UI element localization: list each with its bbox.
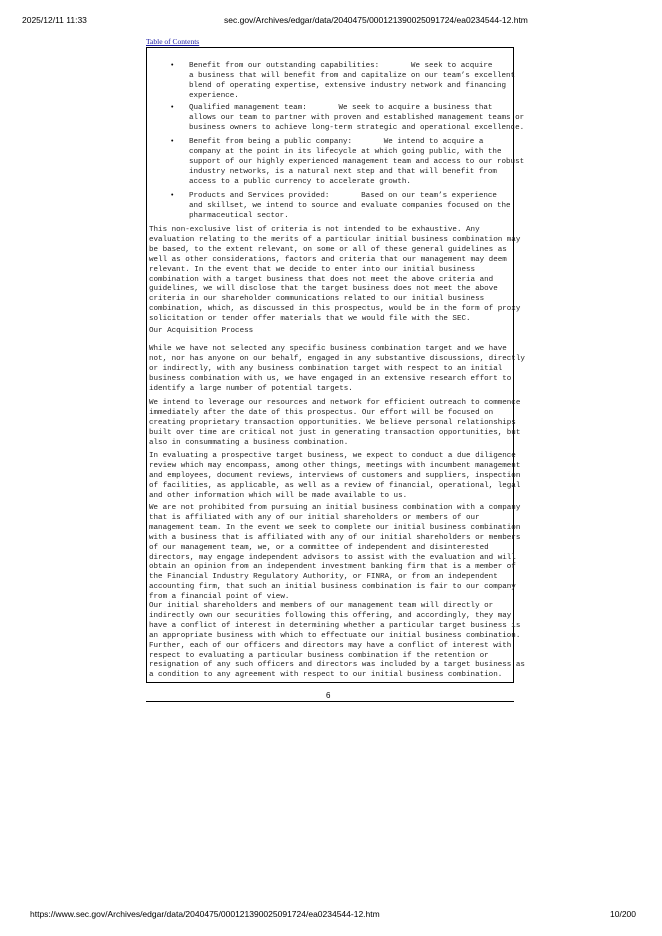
paragraph: While we have not selected any specific business combination target and we have not, nor has anyone on our behalf, engaged in any substantive discussions, directly or indirectly, with any business combination target with respect to an initial business combination with us, we have engaged in an extensive research effort to identify a large number of potential targets. [149, 345, 525, 393]
page-divider [146, 701, 514, 702]
paragraph: We are not prohibited from pursuing an initial business combination with a company that is affiliated with any of our initial shareholders or members of our management team. In the event we seek to complete our initial business combination with a business that is affiliated with any of our initial shareholders or members of our management team, we, or a committee of independent and disinterested directors, may engage independent advisors to assist with the evaluation and will obtain an opinion from an independent investment banking firm that is a member of the Financial Industry Regulatory Authority, or FINRA, or from an independent accounting firm, that such an initial business combination is fair to our company from a financial point of view. [149, 504, 521, 602]
bullet-icon: • [171, 104, 174, 111]
print-page-counter: 10/200 [610, 909, 636, 919]
bullet-icon: • [171, 192, 174, 199]
print-page-title: sec.gov/Archives/edgar/data/2040475/000121390025091724/ea0234544-12.htm [224, 15, 528, 25]
print-footer-url: https://www.sec.gov/Archives/edgar/data/2040475/000121390025091724/ea0234544-12.htm [30, 909, 380, 919]
paragraph: Our initial shareholders and members of our management team will directly or indirectly own our securities following this offering, and accordingly, they may have a conflict of interest in determining whether a particular target business is an appropriate business with which to effectuate our initial business combination. Further, each of our officers and directors may have a conflict of interest with respect to evaluating a particular business combination if the retention or resignation of any such officers and directors was included by a target business as a condition to any agreement with respect to our initial business combination. [149, 602, 525, 680]
page-number: 6 [326, 691, 331, 700]
bullet-text: Qualified management team: We seek to acquire a business that allows our team to partner with proven and established management teams or business owners to achieve long-term strategic and operational excellence. [189, 104, 525, 132]
bullet-icon: • [171, 138, 174, 145]
bullet-text: Benefit from being a public company: We intend to acquire a company at the point in its lifecycle at which going public, with the support of our highly experienced management team and access to our robust industry networks, is a natural next step and that will benefit from access to a public currency to accelerate growth. [189, 138, 525, 186]
table-of-contents-link[interactable]: Table of Contents [146, 37, 200, 46]
print-timestamp: 2025/12/11 11:33 [22, 15, 87, 25]
bullet-text: Benefit from our outstanding capabilities: We seek to acquire a business that will benefit from and capitalize on our team’s excellent blend of operating expertise, extensive industry network and financing experience. [189, 62, 516, 100]
bullet-icon: • [171, 62, 174, 69]
paragraph: This non-exclusive list of criteria is not intended to be exhaustive. Any evaluation relating to the merits of a particular initial business combination may be based, to the extent relevant, on some or all of these general guidelines as well as other considerations, factors and criteria that our management may deem relevant. In the event that we decide to enter into our initial business combination with a target business that does not meet the above criteria and guidelines, we will disclose that the target business does not meet the above criteria in our shareholder communications related to our initial business combination, which, as discussed in this prospectus, would be in the form of proxy solicitation or tender offer materials that we would file with the SEC. [149, 226, 521, 324]
paragraph: We intend to leverage our resources and network for efficient outreach to commence immediately after the date of this prospectus. Our effort will be focused on creating proprietary transaction opportunities. We believe personal relationships built over time are critical not just in generating transaction opportunities, but also in consummating a business combination. [149, 399, 521, 447]
bullet-text: Products and Services provided: Based on our team’s experience and skillset, we intend to source and evaluate companies focused on the pharmaceutical sector. [189, 192, 511, 220]
paragraph: In evaluating a prospective target business, we expect to conduct a due diligence review which may encompass, among other things, meetings with incumbent management and employees, document reviews, interviews of customers and suppliers, inspection of facilities, as applicable, as well as a review of financial, operational, legal and other information which will be made available to us. [149, 452, 521, 500]
section-heading: Our Acquisition Process [149, 327, 254, 335]
document-content-box [146, 47, 525, 683]
